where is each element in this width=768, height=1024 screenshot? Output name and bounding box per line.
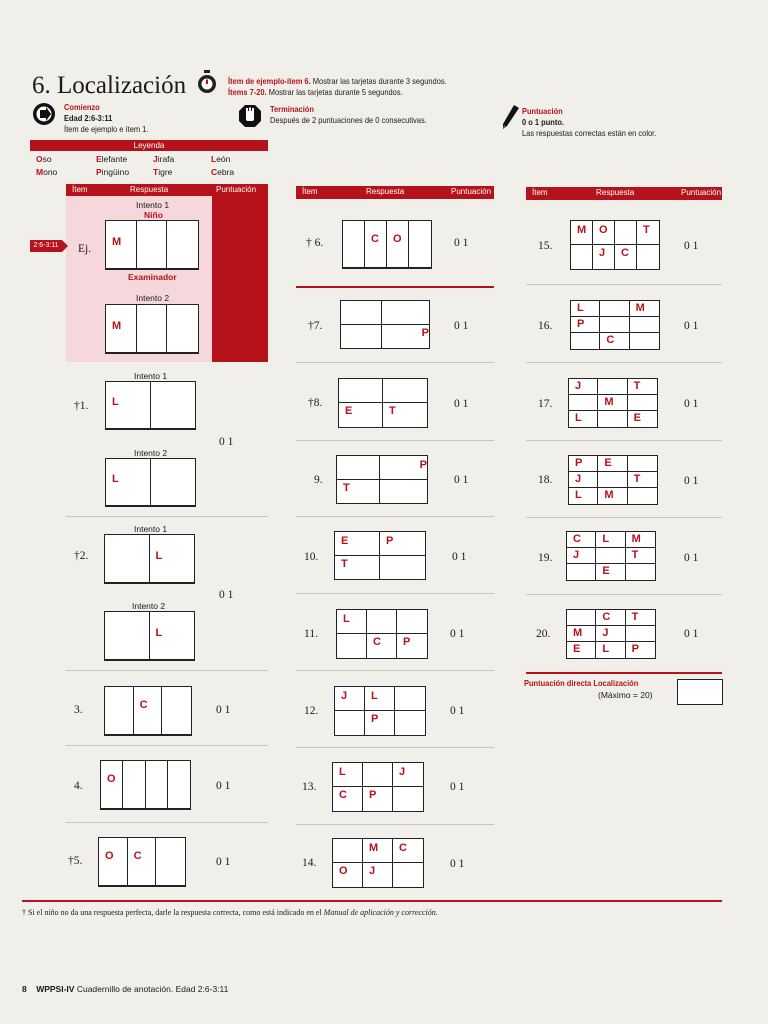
- example-label: Ej.: [78, 243, 92, 255]
- item15-label: 15.: [538, 240, 553, 252]
- grid-cell: [337, 456, 380, 480]
- grid-cell: C: [596, 610, 625, 626]
- grid-cell: [156, 838, 185, 886]
- arrow-circle-icon: [32, 102, 56, 126]
- grid-cell: L: [150, 535, 195, 583]
- item1-score[interactable]: 0 1: [219, 436, 234, 448]
- grid-cell: [630, 333, 659, 349]
- grid-cell: [363, 763, 393, 787]
- item1-attempt2-label: Intento 2: [134, 448, 168, 458]
- page-number: 8: [22, 984, 27, 994]
- grid-cell: [409, 221, 431, 268]
- grid-cell: L: [150, 612, 195, 660]
- red-separator: [526, 672, 722, 674]
- legend-entry: Tigre: [153, 167, 173, 177]
- grid-cell: E: [633, 412, 641, 424]
- item2-attempt2-label: Intento 2: [132, 601, 166, 611]
- grid-cell: E: [335, 532, 380, 556]
- grid-cell: [596, 548, 625, 564]
- item16-grid: [570, 300, 660, 350]
- grid-cell: L: [106, 459, 151, 506]
- comienzo-age: Edad 2:6-3:11: [64, 113, 113, 123]
- item14-label: 14.: [302, 857, 317, 869]
- grid-cell: [335, 711, 365, 735]
- grid-cell: P: [403, 636, 411, 648]
- legend-entry: Jirafa: [153, 154, 175, 164]
- grid-cell: [626, 626, 655, 642]
- item11-score[interactable]: 0 1: [450, 628, 465, 640]
- grid-cell: P: [631, 643, 639, 655]
- item4-grid: [100, 760, 191, 810]
- footnote-manual: Manual de aplicación y corrección.: [323, 908, 438, 917]
- item15-grid: [570, 220, 660, 270]
- grid-cell: [637, 245, 659, 269]
- grid-cell: [628, 488, 657, 504]
- row-separator: [296, 670, 494, 671]
- grid-cell: [600, 317, 629, 333]
- puntuacion-label: Puntuación: [522, 106, 563, 116]
- row-separator: [66, 745, 268, 746]
- grid-cell: M: [567, 626, 596, 642]
- grid-cell: [151, 459, 196, 506]
- grid-cell: [367, 610, 397, 634]
- item20-label: 20.: [536, 628, 551, 640]
- item12-score[interactable]: 0 1: [450, 705, 465, 717]
- grid-cell: [146, 761, 168, 809]
- item18-grid: [568, 455, 658, 505]
- total-score-box[interactable]: [677, 679, 723, 705]
- grid-cell: M: [626, 532, 655, 548]
- grid-cell: [598, 411, 627, 427]
- grid-cell: [567, 564, 596, 580]
- item2-label: †2.: [74, 550, 89, 562]
- item10-grid: [334, 531, 426, 580]
- row-separator: [66, 670, 268, 671]
- grid-cell: L: [337, 610, 367, 634]
- grid-cell: [380, 556, 425, 580]
- grid-cell: [333, 839, 363, 863]
- grid-cell: [397, 610, 427, 634]
- item18-label: 18.: [538, 474, 553, 486]
- comienzo-label: Comienzo: [64, 102, 100, 112]
- item19-label: 19.: [538, 552, 553, 564]
- item5-label: †5.: [68, 855, 83, 867]
- grid-cell: [630, 317, 659, 333]
- example-score-column: [212, 196, 268, 362]
- item1-grid-a: [105, 381, 196, 430]
- example-attempt2-label: Intento 2: [136, 293, 170, 303]
- item13-score[interactable]: 0 1: [450, 781, 465, 793]
- stopwatch-icon: [196, 70, 218, 94]
- grid-cell: M: [363, 839, 393, 863]
- instruction-bold-2: Ítems 7-20.: [228, 87, 267, 97]
- grid-cell: [382, 301, 429, 325]
- item9-score[interactable]: 0 1: [454, 474, 469, 486]
- terminacion-text: Después de 2 puntuaciones de 0 consecutivas.: [270, 115, 427, 125]
- row-separator: [296, 516, 494, 517]
- grid-cell: C: [128, 838, 157, 886]
- item7-label: †7.: [308, 320, 323, 332]
- legend-entry: León: [211, 154, 231, 164]
- row-separator: [296, 362, 494, 363]
- grid-cell: M: [571, 221, 593, 245]
- legend-entry: Pingüino: [96, 167, 130, 177]
- grid-cell: T: [337, 480, 380, 504]
- grid-cell: [626, 564, 655, 580]
- grid-cell: T: [626, 548, 655, 564]
- item6-grid: [342, 220, 432, 269]
- grid-cell: [137, 305, 168, 353]
- legend-entry: Elefante: [96, 154, 128, 164]
- item8-label: †8.: [308, 397, 323, 409]
- item3-score[interactable]: 0 1: [216, 704, 231, 716]
- item16-label: 16.: [538, 320, 553, 332]
- instruction-text-1: Mostrar las tarjetas durante 3 segundos.: [312, 76, 447, 86]
- item2-grid-a: [104, 534, 195, 584]
- item1-attempt1-label: Intento 1: [134, 371, 168, 381]
- item11-label: 11.: [304, 628, 318, 640]
- footnote: † Si el niño no da una respuesta perfecta, darle la respuesta correcta, como está indicado en el: [22, 908, 322, 917]
- grid-cell: E: [596, 564, 625, 580]
- grid-cell: [341, 325, 382, 349]
- legend-entry: Oso: [36, 154, 52, 164]
- item12-label: 12.: [304, 705, 319, 717]
- item17-score[interactable]: 0 1: [684, 398, 699, 410]
- grid-cell: [598, 379, 627, 395]
- item1-grid-b: [105, 458, 196, 507]
- row-separator: [526, 594, 722, 595]
- grid-cell: T: [626, 610, 655, 626]
- item16-score[interactable]: 0 1: [684, 320, 699, 332]
- grid-cell: T: [389, 405, 396, 417]
- grid-cell: T: [637, 221, 659, 245]
- grid-cell: J: [569, 379, 598, 395]
- item9-grid: [336, 455, 428, 504]
- item4-score[interactable]: 0 1: [216, 780, 231, 792]
- table-header-col3: Ítem Respuesta Puntuación: [526, 187, 722, 200]
- grid-cell: O: [593, 221, 615, 245]
- total-max: (Máximo = 20): [598, 690, 653, 700]
- grid-cell: [339, 379, 383, 403]
- row-separator: [296, 747, 494, 748]
- item19-grid: [566, 531, 656, 581]
- table-header-col2: Ítem Respuesta Puntuación: [296, 186, 494, 199]
- item3-grid: [104, 686, 192, 736]
- grid-cell: J: [569, 472, 598, 488]
- example-grid-2: [105, 304, 199, 354]
- grid-cell: [162, 687, 191, 735]
- grid-cell: J: [393, 763, 423, 787]
- item2-attempt1-label: Intento 1: [134, 524, 168, 534]
- grid-cell: C: [367, 634, 397, 658]
- item17-label: 17.: [538, 398, 553, 410]
- grid-cell: P: [380, 456, 427, 480]
- stop-hand-icon: [238, 104, 262, 128]
- item10-label: 10.: [304, 551, 319, 563]
- puntuacion-line1: 0 o 1 punto.: [522, 117, 564, 127]
- grid-cell: [380, 480, 427, 504]
- grid-cell: P: [569, 456, 598, 472]
- item14-grid: [332, 838, 424, 888]
- instruction-text-2: Mostrar las tarjetas durante 5 segundos.: [268, 87, 403, 97]
- comienzo-text: Ítem de ejemplo e ítem 1.: [64, 124, 149, 134]
- grid-cell: [341, 301, 382, 325]
- grid-cell: [569, 395, 598, 411]
- item8-grid: [338, 378, 428, 428]
- grid-cell: L: [569, 411, 598, 427]
- row-separator: [526, 517, 722, 518]
- terminacion-label: Terminación: [270, 104, 314, 114]
- example-nino-label: Niño: [144, 210, 163, 220]
- table-header-col1: Ítem Respuesta Puntuación: [66, 184, 268, 197]
- grid-cell: L: [569, 488, 598, 504]
- grid-cell: [168, 761, 190, 809]
- item7-score[interactable]: 0 1: [454, 320, 469, 332]
- grid-cell: C: [393, 839, 423, 863]
- grid-cell: [600, 301, 629, 317]
- item14-score[interactable]: 0 1: [450, 858, 465, 870]
- item8-score[interactable]: 0 1: [454, 398, 469, 410]
- row-separator: [66, 822, 268, 823]
- grid-cell: [105, 687, 134, 735]
- grid-cell: T: [628, 472, 657, 488]
- grid-cell: [567, 610, 596, 626]
- grid-cell: C: [615, 245, 637, 269]
- age-tag: 2:6-3:11: [30, 240, 62, 252]
- grid-cell: M: [598, 395, 627, 411]
- grid-cell: [571, 333, 600, 349]
- grid-cell: [105, 612, 150, 660]
- grid-cell: J: [567, 548, 596, 564]
- grid-cell: [571, 245, 593, 269]
- row-separator: [66, 516, 268, 517]
- grid-cell: M: [106, 305, 137, 353]
- item19-score[interactable]: 0 1: [684, 552, 699, 564]
- grid-cell: E: [567, 642, 596, 658]
- row-separator: [526, 440, 722, 441]
- total-label: Puntuación directa Localización: [524, 678, 639, 688]
- instruction-bold-1: Ítem de ejemplo-ítem 6.: [228, 76, 311, 86]
- item9-label: 9.: [314, 474, 323, 486]
- grid-cell: [628, 456, 657, 472]
- grid-cell: [628, 395, 657, 411]
- grid-cell: L: [596, 532, 625, 548]
- footer-text: Cuadernillo de anotación. Edad 2:6-3:11: [76, 984, 229, 994]
- example-attempt1-label: Intento 1: [136, 200, 170, 210]
- grid-cell: C: [365, 221, 387, 268]
- row-separator: [526, 284, 722, 285]
- grid-cell: [393, 863, 423, 887]
- legend-title: Leyenda: [30, 140, 268, 151]
- grid-cell: P: [421, 326, 429, 339]
- item5-grid: [98, 837, 186, 887]
- grid-cell: [395, 711, 425, 735]
- grid-cell: J: [593, 245, 615, 269]
- item6-score[interactable]: 0 1: [454, 237, 469, 249]
- example-grid-1: [105, 220, 199, 270]
- item11-grid: [336, 609, 428, 659]
- puntuacion-line2: Las respuestas correctas están en color.: [522, 128, 657, 138]
- grid-cell: L: [106, 382, 151, 429]
- legend-entry: Mono: [36, 167, 58, 177]
- grid-cell: [343, 221, 365, 268]
- grid-cell: L: [571, 301, 600, 317]
- item18-score[interactable]: 0 1: [684, 475, 699, 487]
- grid-cell: [395, 687, 425, 711]
- grid-cell: [105, 535, 150, 583]
- grid-cell: O: [101, 761, 123, 809]
- grid-cell: C: [333, 787, 363, 811]
- item20-score[interactable]: 0 1: [684, 628, 699, 640]
- grid-cell: [151, 382, 196, 429]
- grid-cell: [167, 305, 198, 353]
- item13-grid: [332, 762, 424, 812]
- item10-score[interactable]: 0 1: [452, 551, 467, 563]
- grid-cell: C: [567, 532, 596, 548]
- grid-cell: M: [630, 301, 659, 317]
- item4-label: 4.: [74, 780, 83, 792]
- grid-cell: [383, 379, 427, 403]
- grid-cell: [337, 634, 367, 658]
- row-separator: [526, 362, 722, 363]
- item2-score[interactable]: 0 1: [219, 589, 234, 601]
- grid-cell: [137, 221, 168, 269]
- grid-cell: C: [600, 333, 629, 349]
- grid-cell: L: [596, 642, 625, 658]
- grid-cell: P: [365, 711, 395, 735]
- grid-cell: P: [380, 532, 425, 556]
- item5-score[interactable]: 0 1: [216, 856, 231, 868]
- grid-cell: L: [365, 687, 395, 711]
- grid-cell: O: [99, 838, 128, 886]
- examinador-label: Examinador: [128, 272, 177, 282]
- item17-grid: [568, 378, 658, 428]
- grid-cell: T: [628, 379, 657, 395]
- footer-brand: WPPSI-IV: [36, 984, 75, 994]
- red-separator: [296, 286, 494, 288]
- grid-cell: E: [339, 403, 383, 427]
- grid-cell: [598, 472, 627, 488]
- item12-grid: [334, 686, 426, 736]
- grid-cell: L: [333, 763, 363, 787]
- grid-cell: J: [335, 687, 365, 711]
- bottom-rule: [22, 900, 722, 902]
- item1-label: †1.: [74, 400, 89, 412]
- grid-cell: C: [134, 687, 163, 735]
- grid-cell: P: [571, 317, 600, 333]
- grid-cell: O: [333, 863, 363, 887]
- grid-cell: P: [363, 787, 393, 811]
- grid-cell: M: [598, 488, 627, 504]
- item6-label: † 6.: [306, 237, 324, 249]
- grid-cell: J: [363, 863, 393, 887]
- grid-cell: M: [106, 221, 137, 269]
- grid-cell: [123, 761, 145, 809]
- grid-cell: [167, 221, 198, 269]
- item15-score[interactable]: 0 1: [684, 240, 699, 252]
- grid-cell: O: [387, 221, 409, 268]
- pencil-icon: [500, 104, 520, 130]
- item2-grid-b: [104, 611, 195, 661]
- grid-cell: [615, 221, 637, 245]
- item20-grid: [566, 609, 656, 659]
- legend-entry: Cebra: [211, 167, 235, 177]
- grid-cell: [393, 787, 423, 811]
- grid-cell: T: [335, 556, 380, 580]
- item3-label: 3.: [74, 704, 83, 716]
- row-separator: [296, 593, 494, 594]
- item7-grid: [340, 300, 430, 349]
- item13-label: 13.: [302, 781, 317, 793]
- row-separator: [296, 824, 494, 825]
- section-title: 6. Localización: [32, 72, 187, 99]
- row-separator: [296, 440, 494, 441]
- grid-cell: J: [596, 626, 625, 642]
- grid-cell: E: [598, 456, 627, 472]
